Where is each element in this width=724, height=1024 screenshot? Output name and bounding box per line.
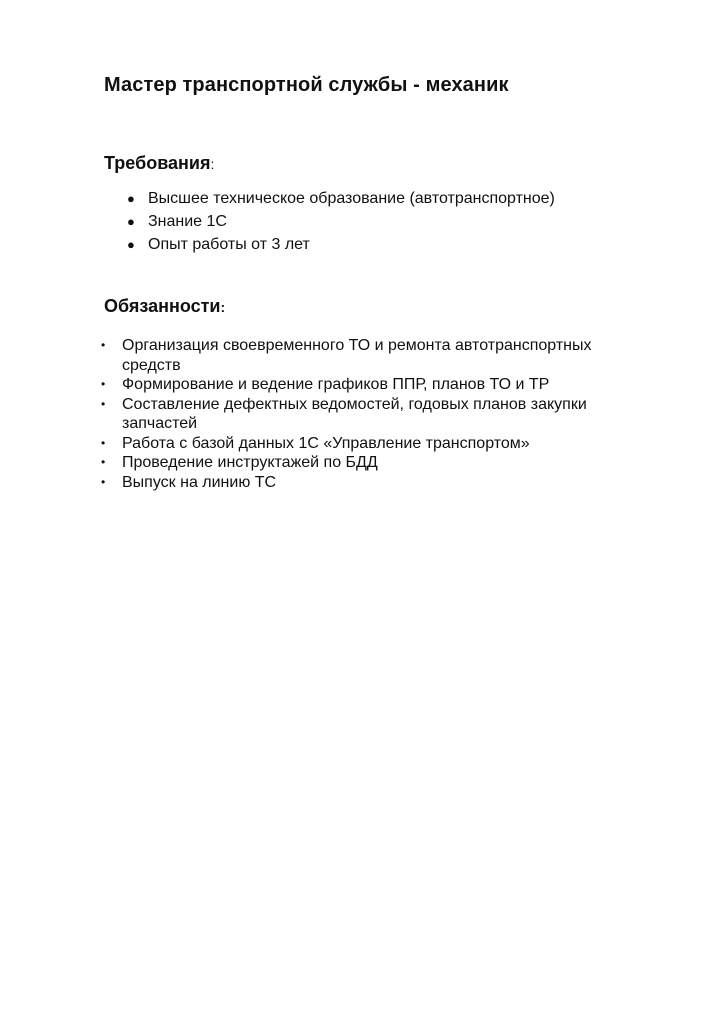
- requirements-heading-colon: :: [210, 156, 215, 172]
- list-item-text: Формирование и ведение графиков ППР, планов ТО и ТР: [122, 376, 550, 393]
- list-item-text: Организация своевременного ТО и ремонта автотранспортных средств: [122, 337, 592, 374]
- list-item: [100, 336, 640, 375]
- requirements-list: [124, 187, 555, 256]
- list-item: [100, 395, 640, 434]
- list-item-text: Выпуск на линию ТС: [122, 473, 277, 491]
- bullet-icon: •: [101, 455, 106, 469]
- bullet-icon: ●: [127, 237, 135, 252]
- list-item: [100, 453, 640, 473]
- duties-heading: [104, 296, 225, 317]
- bullet-icon: •: [101, 435, 106, 450]
- bullet-icon: •: [101, 338, 106, 352]
- duties-heading-colon: :: [220, 299, 226, 315]
- bullet-icon: •: [101, 474, 106, 489]
- bullet-icon: ●: [127, 214, 135, 229]
- list-item: [124, 187, 555, 210]
- duties-list: [100, 336, 640, 492]
- list-item-text: Знание 1С: [148, 213, 227, 230]
- bullet-icon: •: [101, 396, 106, 411]
- duties-heading-text: Обязанности: [104, 296, 221, 316]
- list-item: [100, 434, 640, 454]
- list-item-text: Опыт работы от 3 лет: [148, 236, 310, 253]
- list-item: [124, 233, 555, 256]
- list-item-text: Составление дефектных ведомостей, годовых планов закупки запчастей: [122, 395, 587, 432]
- list-item: [100, 375, 640, 395]
- list-item-text: Проведение инструктажей по БДД: [122, 454, 378, 471]
- list-item-text: Работа с базой данных 1С «Управление транспортом»: [122, 434, 530, 452]
- list-item: [100, 473, 640, 493]
- bullet-icon: ●: [127, 191, 135, 206]
- requirements-heading: [104, 153, 214, 174]
- list-item: [124, 210, 555, 233]
- requirements-heading-text: Требования: [104, 153, 211, 173]
- page-title: Мастер транспортной службы - механик: [104, 74, 509, 96]
- bullet-icon: •: [101, 377, 106, 391]
- list-item-text: Высшее техническое образование (автотранспортное): [148, 190, 555, 207]
